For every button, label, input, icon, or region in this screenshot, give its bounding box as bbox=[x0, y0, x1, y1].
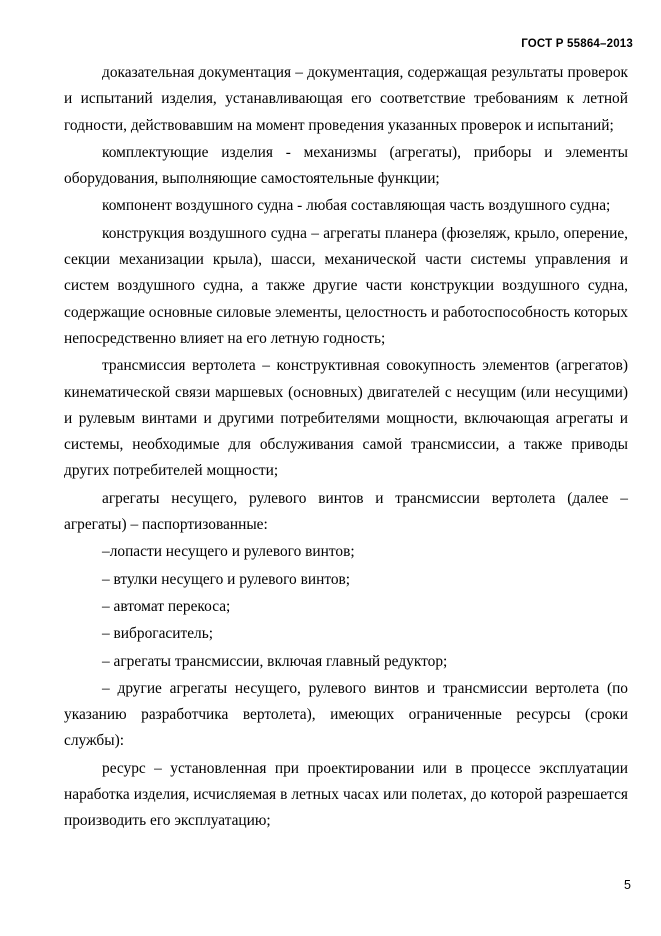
definition-paragraph: конструкция воздушного судна – агрегаты планера (фюзеляж, крыло, оперение, секции механизации крыла), шасси, механической части системы управления и систем воздушного судна, а также другие части конструкции воздушного судна, содержащие основные силовые элементы, целостность и работоспособность которых непосредственно влияет на его летную годность; bbox=[64, 224, 628, 347]
page-number: 5 bbox=[624, 878, 631, 892]
definition-paragraph: ресурс – установленная при проектировании или в процессе эксплуатации наработка изделия, исчисляемая в летных часах или полетах, до которой разрешается производить его эксплуатацию; bbox=[64, 759, 628, 830]
definition-paragraph: трансмиссия вертолета – конструктивная совокупность элементов (агрегатов) кинематической связи маршевых (основных) двигателей с несущим (или несущими) и рулевым винтами и другими потребителями мощности, включающая агрегаты и системы, необходимые для обслуживания самой трансмиссии, а также приводы других потребителей мощности; bbox=[64, 357, 628, 480]
list-item: – виброгаситель; bbox=[102, 625, 214, 643]
list-item: – агрегаты трансмиссии, включая главный редуктор; bbox=[102, 652, 448, 670]
list-item: – втулки несущего и рулевого винтов; bbox=[102, 570, 351, 588]
definition-paragraph: доказательная документация – документация, содержащая результаты проверок и испытаний изделия, устанавливающая его соответствие требованиям к летной годности, действовавшим на момент проведения указанных проверок и испытаний; bbox=[64, 64, 628, 134]
document-body bbox=[64, 60, 628, 835]
document-header: ГОСТ Р 55864–2013 bbox=[521, 38, 633, 50]
list-item: – другие агрегаты несущего, рулевого винтов и трансмиссии вертолета (по указанию разработчика вертолета), имеющих ограниченные ресурсы (сроки службы): bbox=[64, 679, 628, 750]
definition-paragraph: комплектующие изделия - механизмы (агрегаты), приборы и элементы оборудования, выполняющие самостоятельные функции; bbox=[64, 143, 628, 188]
definition-paragraph: агрегаты несущего, рулевого винтов и трансмиссии вертолета (далее – агрегаты) – паспортизованные: bbox=[64, 489, 628, 534]
list-item: – автомат перекоса; bbox=[102, 597, 231, 615]
list-item: –лопасти несущего и рулевого винтов; bbox=[102, 543, 355, 561]
definition-paragraph: компонент воздушного судна - любая составляющая часть воздушного судна; bbox=[102, 197, 611, 215]
